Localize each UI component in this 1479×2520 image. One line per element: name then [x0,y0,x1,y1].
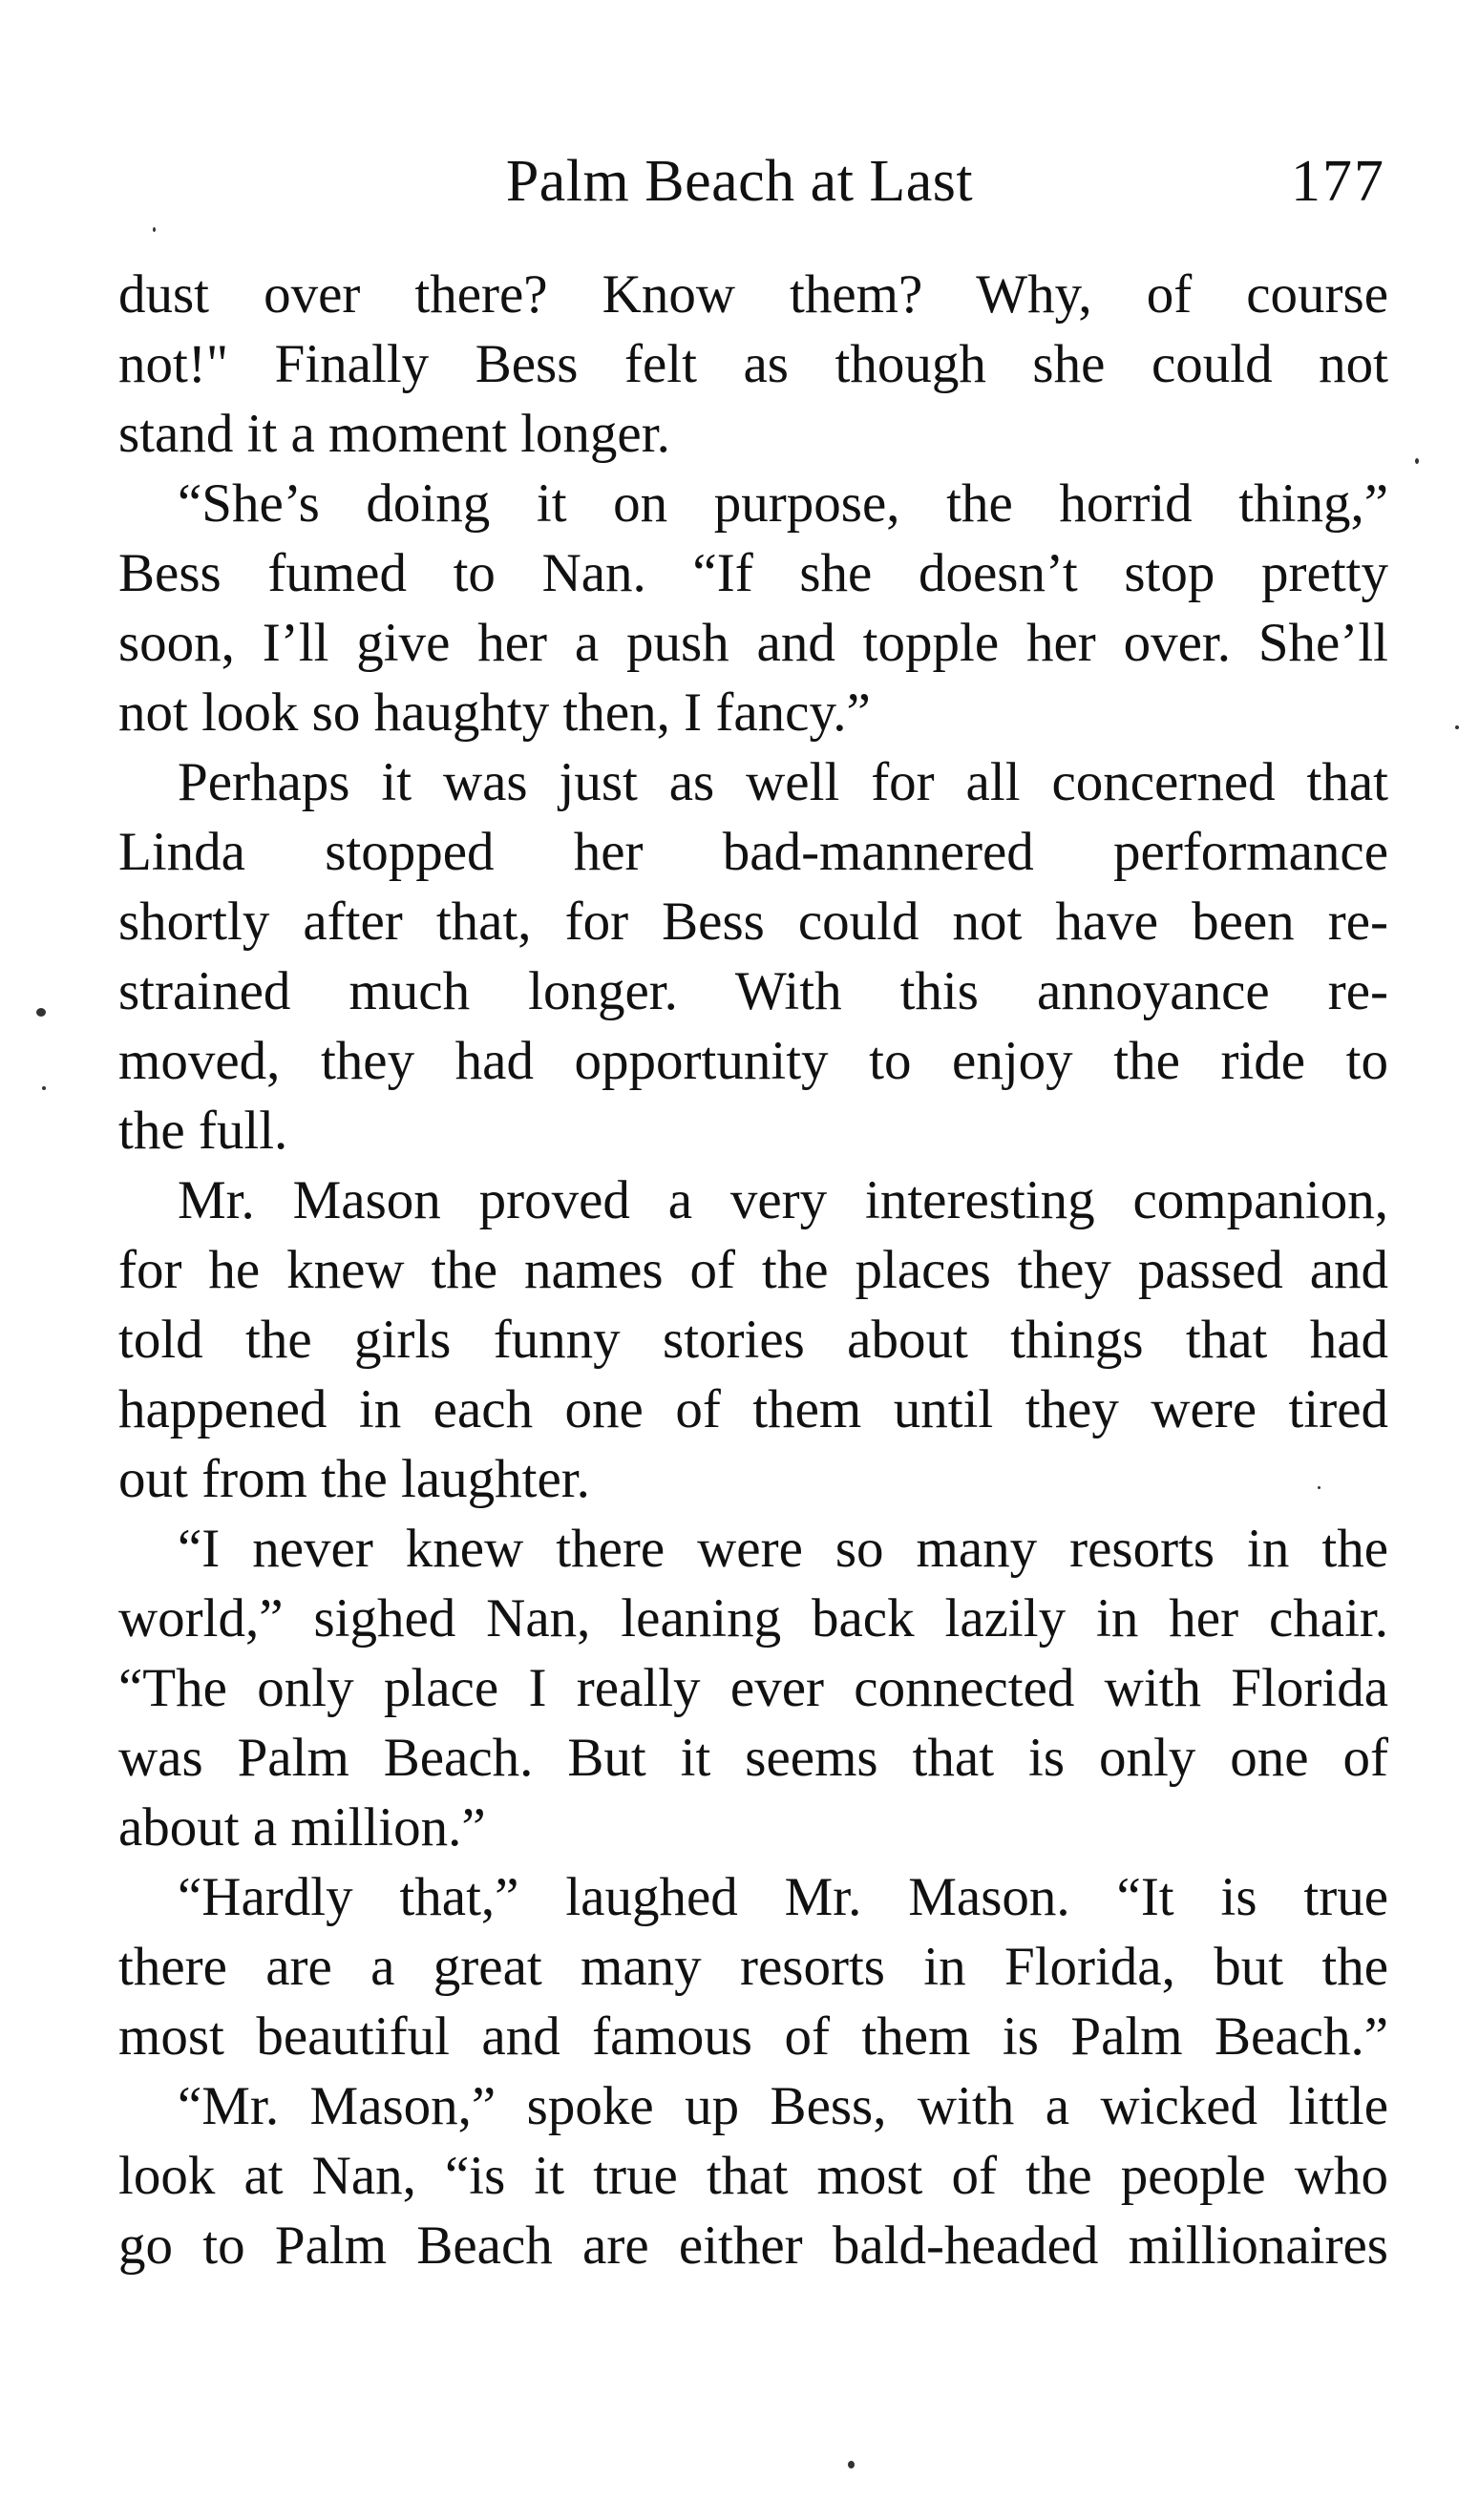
text-line: “Hardly that,” laughed Mr. Mason. “It is true [178,1867,1388,1927]
scan-speck [42,1086,46,1090]
text-line: stand it a moment longer. [118,404,670,464]
text-line: there are a great many resorts in Florida, but the [118,1937,1388,1997]
scan-speck [153,227,156,232]
text-line: happened in each one of them until they were tired [118,1379,1388,1439]
scan-speck [1415,458,1419,464]
text-line: Linda stopped her bad-mannered performance [118,822,1388,882]
text-line: world,” sighed Nan, leaning back lazily in her chair. [118,1588,1388,1648]
text-line: most beautiful and famous of them is Palm Beach.” [118,2006,1388,2067]
text-line: dust over there? Know them? Why, of course [118,264,1388,325]
text-line: moved, they had opportunity to enjoy the ride to [118,1031,1388,1091]
text-line: out from the laughter. [118,1449,590,1509]
text-line: “She’s doing it on purpose, the horrid thing,” [178,473,1388,534]
text-line: “Mr. Mason,” spoke up Bess, with a wicked little [178,2076,1388,2136]
text-line: Bess fumed to Nan. “If she doesn’t stop pretty [118,543,1388,603]
page-number: 177 [1291,149,1385,214]
scan-speck [1318,1486,1321,1489]
text-line: told the girls funny stories about things that had [118,1310,1388,1370]
text-line: go to Palm Beach are either bald-headed millionaires [118,2216,1388,2276]
text-line: Perhaps it was just as well for all concerned that [178,752,1388,812]
text-line: “The only place I really ever connected with Florida [118,1658,1388,1718]
text-line: not!" Finally Bess felt as though she could not [118,334,1388,394]
text-line: “I never knew there were so many resorts in the [178,1519,1388,1579]
text-line: for he knew the names of the places they passed and [118,1240,1388,1300]
running-title: Palm Beach at Last [505,149,974,214]
text-line: Mr. Mason proved a very interesting companion, [178,1170,1388,1230]
text-line: soon, I’ll give her a push and topple her over. She’ll [118,613,1388,673]
text-line: shortly after that, for Bess could not have been re- [118,892,1388,952]
scan-speck [1455,725,1459,729]
text-line: strained much longer. With this annoyance re- [118,961,1388,1021]
text-line: was Palm Beach. But it seems that is only one of [118,1728,1388,1788]
scan-speck [848,2461,855,2468]
scan-speck [36,1008,46,1017]
running-head [0,143,1479,220]
body-text [118,260,1388,2280]
text-line: about a million.” [118,1797,486,1858]
text-line: look at Nan, “is it true that most of the people who [118,2146,1388,2206]
text-line: not look so haughty then, I fancy.” [118,682,871,743]
text-line: the full. [118,1101,288,1161]
